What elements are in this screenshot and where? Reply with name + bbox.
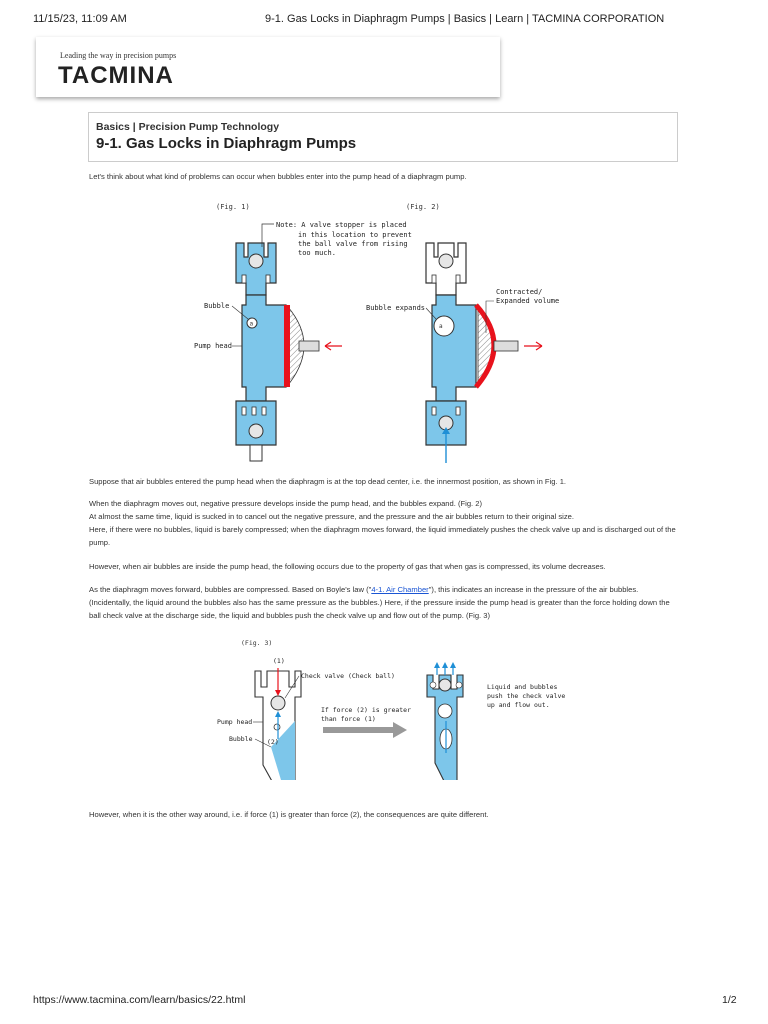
note-line-1: Note: A valve stopper is placed (276, 221, 407, 229)
fig3-transition-arrow (323, 722, 407, 738)
fig3-right-pump (427, 675, 463, 780)
figure-3-diagram (205, 635, 585, 780)
figure-1-2-diagram (180, 195, 580, 465)
fig2-arrow-right (524, 342, 542, 350)
fig3-pump-head-label: Pump head (217, 718, 253, 726)
fig1-arrow-left (325, 342, 342, 350)
paragraph-1: Suppose that air bubbles entered the pump head when the diaphragm is at the top dead center, i.e. the innermost position, as shown in Fig. 1. (89, 477, 567, 486)
tacmina-logo[interactable]: TACMINA (58, 62, 174, 89)
fig1-diaphragm (284, 305, 290, 387)
intro-paragraph: Let's think about what kind of problems can occur when bubbles enter into the pump head of a diaphragm pump. (89, 172, 467, 181)
paragraph-2-line-3: Here, if there were no bubbles, liquid is barely compressed; when the diaphragm moves forward, the liquid immediately pushes the check valve up and is discharged out of the pump. (89, 525, 676, 547)
fig1-bubble-mark: a (249, 320, 254, 328)
fig2-plunger (494, 341, 518, 351)
fig1-label: (Fig. 1) (216, 203, 250, 211)
section-header (88, 112, 678, 162)
breadcrumb: Basics | Precision Pump Technology (96, 121, 280, 133)
air-chamber-link[interactable]: 4-1. Air Chamber (371, 585, 429, 594)
paragraph-4-text-a: As the diaphragm moves forward, bubbles are compressed. Based on Boyle's law (" (89, 585, 372, 594)
fig1-plunger (299, 341, 319, 351)
result-line-1: Liquid and bubbles (487, 683, 558, 691)
fig2-pump-body (426, 243, 476, 445)
fig2-bubble (434, 316, 454, 336)
print-datetime: 11/15/23, 11:09 AM (33, 13, 127, 25)
paragraph-4 (89, 583, 679, 622)
contracted-label-2: Expanded volume (496, 297, 560, 305)
brand-tagline: Leading the way in precision pumps (60, 51, 177, 60)
note-line-4: too much. (298, 249, 336, 257)
fig3-bubble-label: Bubble (229, 735, 253, 743)
page-title: 9-1. Gas Locks in Diaphragm Pumps (96, 135, 357, 152)
paragraph-2-line-2: At almost the same time, liquid is sucked in to cancel out the negative pressure, and the pressure and the air bubbles return to their original size. (89, 512, 574, 521)
site-header (36, 37, 500, 97)
fig1-pump-body (236, 243, 286, 461)
print-page-number: 1/2 (722, 994, 737, 1006)
print-page-title: 9-1. Gas Locks in Diaphragm Pumps | Basics | Learn | TACMINA CORPORATION (265, 13, 665, 25)
paragraph-2-line-1: When the diaphragm moves out, negative pressure develops inside the pump head, and the bubbles expand. (Fig. 2) (89, 499, 483, 508)
result-line-2: push the check valve (487, 692, 566, 700)
note-line-2: in this location to prevent (298, 231, 412, 239)
fig3-label: (Fig. 3) (241, 639, 273, 647)
force-1-label: (1) (273, 657, 285, 665)
paragraph-3: However, when air bubbles are inside the pump head, the following occurs due to the property of gas that when gas is compressed, its volume decreases. (89, 562, 606, 571)
print-url: https://www.tacmina.com/learn/basics/22.html (33, 994, 246, 1006)
fig1-bubble-label: Bubble (204, 302, 230, 310)
fig2-bubble-mark: a (439, 323, 443, 330)
contracted-label-1: Contracted/ (496, 288, 543, 296)
condition-line-2: than force (1) (321, 715, 376, 723)
paragraph-4-text-b: "), this indicates an increase in the pressure of the air bubbles. (Incidentally, the liquid around the bubbles also has the same pressure as the bubbles.) Here, if the pressure inside the pump head is greater than the force holding down the ball check valve at the discharge side, the liquid and bubbles push the check valve up and flow out of the pump. (Fig. 3) (89, 585, 670, 620)
check-valve-label: Check valve (Check ball) (301, 672, 395, 680)
force-2-label: (2) (267, 738, 279, 746)
bubble-expands-label: Bubble expands (366, 304, 426, 312)
note-line-3: the ball valve from rising (298, 240, 408, 248)
result-line-3: up and flow out. (487, 701, 550, 709)
paragraph-5: However, when it is the other way around, i.e. if force (1) is greater than force (2), the consequences are quite different. (89, 810, 489, 819)
condition-line-1: If force (2) is greater (321, 706, 412, 714)
fig1-pump-head-label: Pump head (194, 342, 232, 350)
fig2-label: (Fig. 2) (406, 203, 440, 211)
